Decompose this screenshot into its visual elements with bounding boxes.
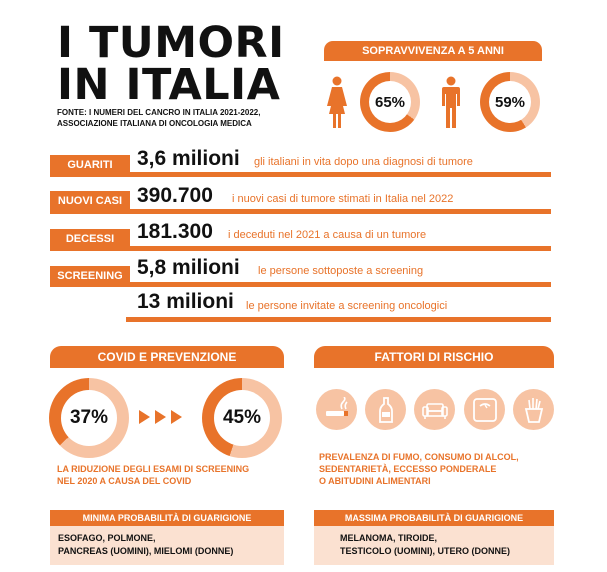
risk-note (319, 451, 519, 487)
risk-note-line-3: O ABITUDINI ALIMENTARI (319, 476, 431, 486)
female-survival-percent: 65% (369, 81, 411, 123)
stat-divider (50, 282, 551, 287)
min-probability-box (50, 510, 284, 565)
risk-note-line-1: PREVALENZA DI FUMO, CONSUMO DI ALCOL, (319, 452, 519, 462)
stat-desc-screening: le persone sottoposte a screening (258, 265, 424, 277)
stat-divider (50, 209, 551, 214)
title-line-1: I TUMORI (57, 18, 285, 68)
stat-label-guariti: GUARITI (50, 155, 130, 175)
risk-header: FATTORI DI RISCHIO (314, 346, 554, 368)
covid-screening-donut (202, 378, 282, 458)
woman-icon (326, 76, 348, 128)
cigarette-icon (316, 389, 357, 430)
stat-label-nuovi-casi: NUOVI CASI (50, 191, 130, 211)
stat-desc-decessi: i deceduti nel 2021 a causa di un tumore (228, 229, 427, 241)
stat-divider (50, 246, 551, 251)
max-probability-header: MASSIMA PROBABILITÀ DI GUARIGIONE (314, 510, 554, 526)
stat-divider (50, 172, 551, 177)
stat-divider (126, 317, 551, 322)
stat-value-screening: 5,8 milioni (137, 256, 240, 279)
female-survival-donut (360, 72, 420, 132)
max-probability-line-2: TESTICOLO (UOMINI), UTERO (DONNE) (340, 546, 510, 556)
stat-value-invitati: 13 milioni (137, 290, 234, 313)
covid-2020-percent: 37% (61, 390, 117, 446)
survival-header: SOPRAVVIVENZA A 5 ANNI (324, 41, 542, 61)
covid-2020-donut (49, 378, 129, 458)
arrow-icon (155, 410, 166, 424)
bottle-icon (365, 389, 406, 430)
source-line-2: ASSOCIAZIONE ITALIANA DI ONCOLOGIA MEDICA (57, 119, 252, 128)
min-probability-line-2: PANCREAS (UOMINI), MIELOMI (DONNE) (58, 546, 234, 556)
max-probability-box (314, 510, 554, 565)
fries-icon (513, 389, 554, 430)
stat-desc-invitati: le persone invitate a screening oncologici (246, 300, 448, 312)
min-probability-line-1: ESOFAGO, POLMONE, (58, 533, 156, 543)
arrow-icon (171, 410, 182, 424)
stat-desc-guariti: gli italiani in vita dopo una diagnosi di tumore (254, 156, 473, 168)
max-probability-line-1: MELANOMA, TIROIDE, (340, 533, 437, 543)
page-title (57, 18, 285, 110)
male-survival-percent: 59% (489, 81, 531, 123)
arrow-icon (139, 410, 150, 424)
min-probability-header: MINIMA PROBABILITÀ DI GUARIGIONE (50, 510, 284, 526)
stat-label-screening: SCREENING (50, 266, 130, 286)
stat-value-guariti: 3,6 milioni (137, 147, 240, 170)
stat-label-decessi: DECESSI (50, 229, 130, 249)
covid-header: COVID E PREVENZIONE (50, 346, 284, 368)
covid-note (57, 463, 249, 487)
covid-screening-percent: 45% (214, 390, 270, 446)
scale-icon (464, 389, 505, 430)
male-survival-donut (480, 72, 540, 132)
sofa-icon (414, 389, 455, 430)
source-line-1: FONTE: I NUMERI DEL CANCRO IN ITALIA 2021-2022, (57, 108, 261, 117)
man-icon (441, 76, 461, 128)
covid-note-line-2: NEL 2020 A CAUSA DEL COVID (57, 476, 192, 486)
stat-desc-nuovi-casi: i nuovi casi di tumore stimati in Italia nel 2022 (232, 193, 454, 205)
max-probability-text (314, 526, 554, 558)
source-note (57, 107, 260, 129)
covid-note-line-1: LA RIDUZIONE DEGLI ESAMI DI SCREENING (57, 464, 250, 474)
stat-value-decessi: 181.300 (137, 220, 213, 243)
risk-note-line-2: SEDENTARIETÀ, ECCESSO PONDERALE (319, 464, 497, 474)
min-probability-text (50, 526, 284, 558)
stat-value-nuovi-casi: 390.700 (137, 184, 213, 207)
title-line-2: IN ITALIA (57, 60, 281, 110)
